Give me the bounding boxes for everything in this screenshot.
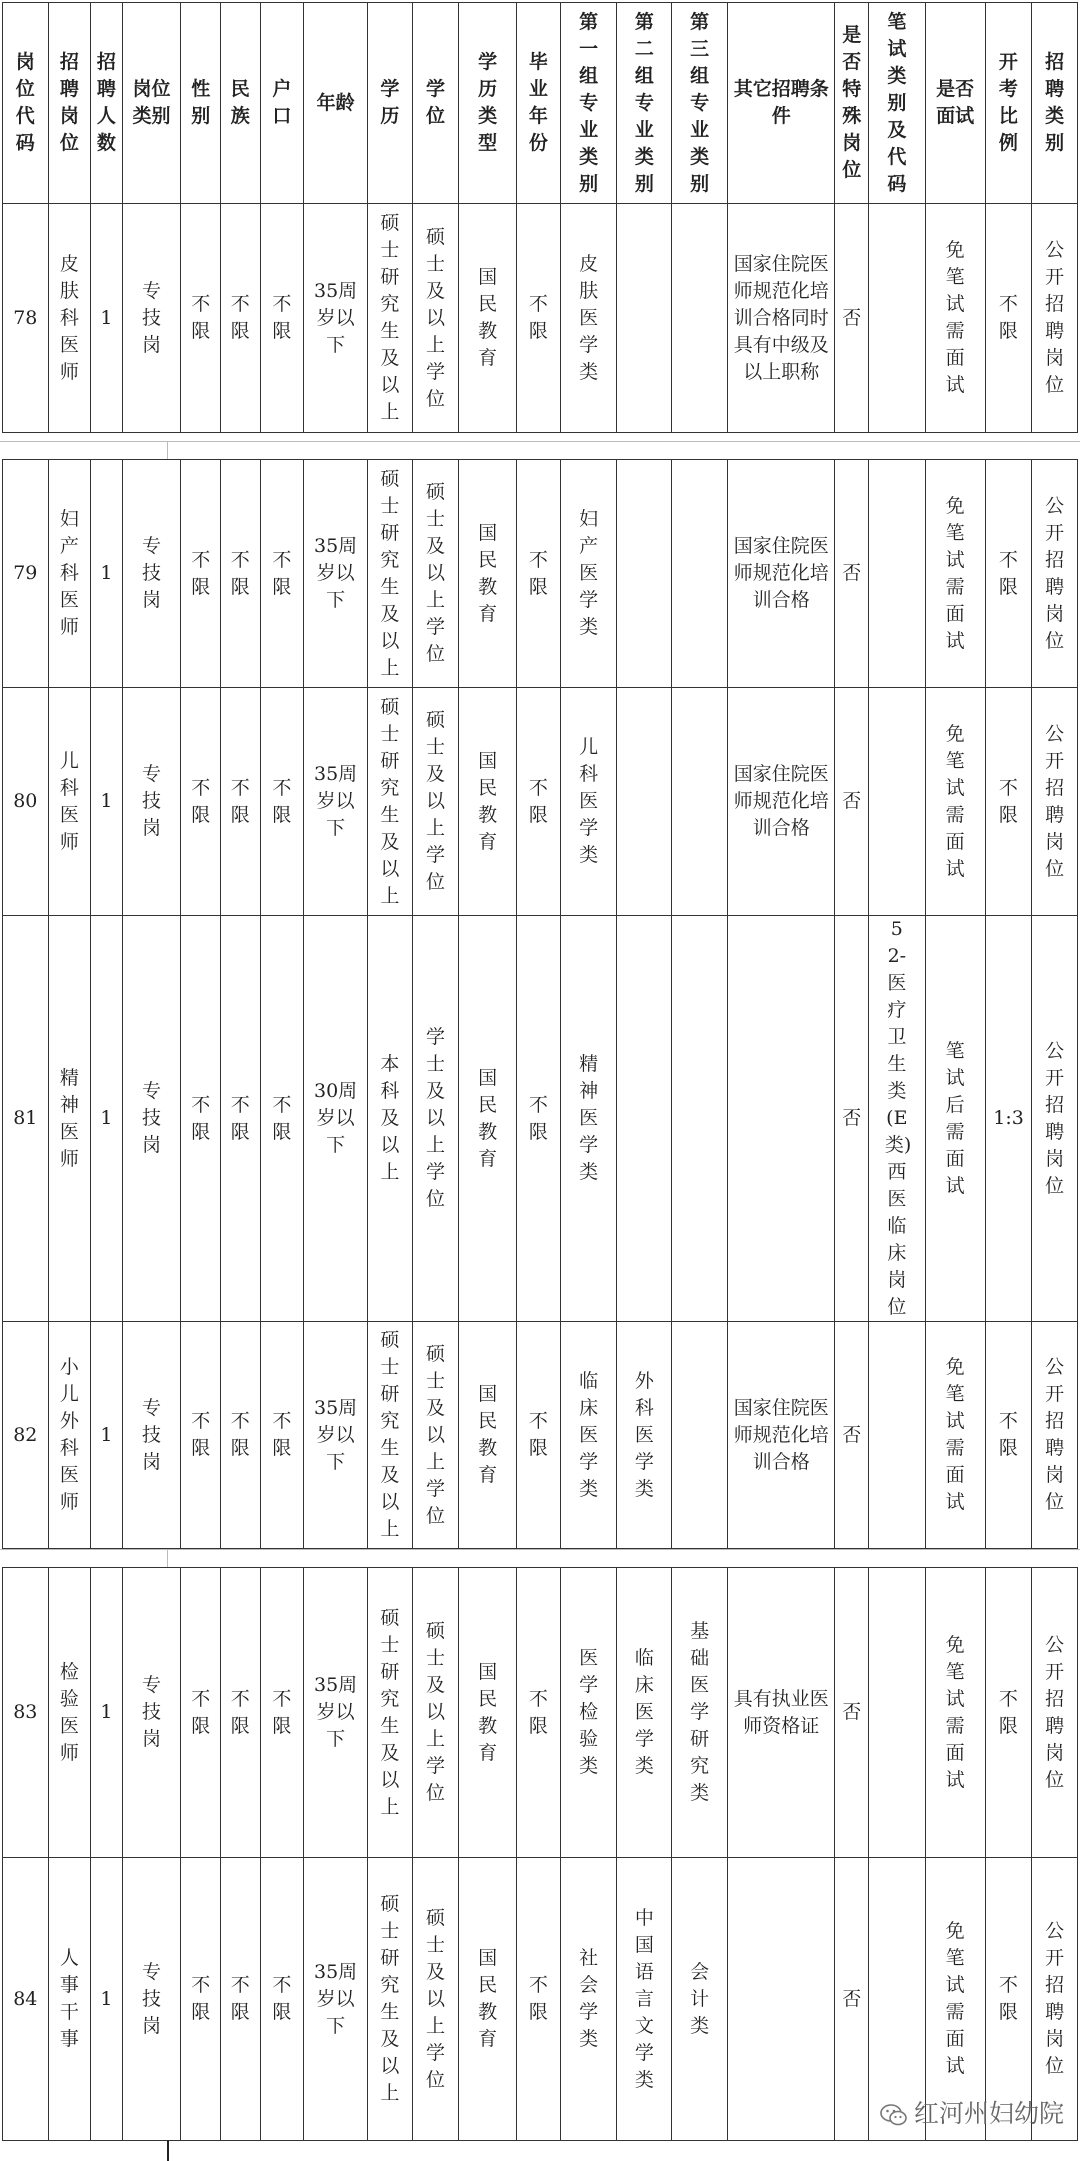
- exam-category: [868, 1322, 925, 1549]
- graduation-year: 不限: [517, 916, 561, 1322]
- header-cell: 开考比例: [985, 3, 1032, 204]
- header-cell: 招聘岗位: [48, 3, 91, 204]
- education-type: 国民教育: [459, 460, 517, 688]
- job-table-page-2: [2, 459, 1078, 1549]
- position-code: 80: [3, 688, 49, 916]
- hire-count: 1: [91, 204, 122, 433]
- major-group-3: 会计类: [672, 1858, 728, 2141]
- education-type: 国民教育: [459, 916, 517, 1322]
- major-group-1: 妇产医学类: [560, 460, 617, 688]
- education-req: 硕士研究生及以上: [368, 1858, 413, 2141]
- education-req: 硕士研究生及以上: [368, 1568, 413, 1858]
- position-code: 79: [3, 460, 49, 688]
- table-tail-line: [167, 2140, 169, 2161]
- gender-req: 不限: [181, 204, 221, 433]
- position-name: 儿科医师: [48, 688, 91, 916]
- education-type: 国民教育: [459, 1858, 517, 2141]
- major-group-1: 儿科医学类: [560, 688, 617, 916]
- hukou-req: 不限: [260, 460, 304, 688]
- major-group-1: 社会学类: [560, 1858, 617, 2141]
- major-group-1: 精神医学类: [560, 916, 617, 1322]
- education-req: 硕士研究生及以上: [368, 688, 413, 916]
- ethnicity-req: 不限: [221, 1568, 261, 1858]
- special-position: 否: [835, 1322, 868, 1549]
- major-group-2: [617, 916, 672, 1322]
- header-cell: 第三组专业类别: [672, 3, 728, 204]
- exam-ratio: 不限: [985, 688, 1032, 916]
- other-conditions: [727, 916, 835, 1322]
- header-row: [3, 3, 1078, 204]
- recruit-category: 公开招聘岗位: [1032, 1322, 1078, 1549]
- table-row: [3, 204, 1078, 433]
- exam-category: [868, 204, 925, 433]
- education-type: 国民教育: [459, 204, 517, 433]
- position-name: 人事干事: [48, 1858, 91, 2141]
- page-break-line: [0, 441, 1080, 442]
- major-group-3: 基础医学研究类: [672, 1568, 728, 1858]
- degree-req: 硕士及以上学位: [412, 1568, 459, 1858]
- exam-ratio: 不限: [985, 1858, 1032, 2141]
- education-req: 硕士研究生及以上: [368, 1322, 413, 1549]
- interview-req: 免笔试需面试: [925, 1568, 985, 1858]
- job-table-page-1: [2, 2, 1078, 433]
- age-req: 30周岁以下: [304, 916, 368, 1322]
- degree-req: 学士及以上学位: [412, 916, 459, 1322]
- wechat-icon: [880, 2103, 908, 2127]
- position-type: 专技岗: [122, 460, 181, 688]
- hukou-req: 不限: [260, 1858, 304, 2141]
- exam-ratio: 1:3: [985, 916, 1032, 1322]
- header-cell: 第一组专业类别: [560, 3, 617, 204]
- recruit-category: 公开招聘岗位: [1032, 1858, 1078, 2141]
- hukou-req: 不限: [260, 688, 304, 916]
- position-code: 82: [3, 1322, 49, 1549]
- header-cell: 是否特殊岗位: [835, 3, 868, 204]
- position-code: 78: [3, 204, 49, 433]
- age-req: 35周岁以下: [304, 688, 368, 916]
- position-name: 小儿外科医师: [48, 1322, 91, 1549]
- gender-req: 不限: [181, 1322, 221, 1549]
- position-type: 专技岗: [122, 204, 181, 433]
- ethnicity-req: 不限: [221, 1858, 261, 2141]
- wechat-watermark: [880, 2094, 1080, 2130]
- exam-category: [868, 688, 925, 916]
- header-cell: 笔试类别及代码: [868, 3, 925, 204]
- hire-count: 1: [91, 460, 122, 688]
- position-type: 专技岗: [122, 1858, 181, 2141]
- position-type: 专技岗: [122, 1322, 181, 1549]
- other-conditions: [727, 1858, 835, 2141]
- header-cell: 学位: [412, 3, 459, 204]
- special-position: 否: [835, 204, 868, 433]
- hukou-req: 不限: [260, 916, 304, 1322]
- degree-req: 硕士及以上学位: [412, 204, 459, 433]
- graduation-year: 不限: [517, 204, 561, 433]
- position-name: 皮肤科医师: [48, 204, 91, 433]
- education-type: 国民教育: [459, 1322, 517, 1549]
- exam-category: [868, 460, 925, 688]
- position-type: 专技岗: [122, 916, 181, 1322]
- major-group-2: [617, 460, 672, 688]
- hire-count: 1: [91, 1568, 122, 1858]
- page-break-line: [0, 1549, 1080, 1550]
- other-conditions: 国家住院医师规范化培训合格: [727, 1322, 835, 1549]
- special-position: 否: [835, 460, 868, 688]
- education-req: 本科及以上: [368, 916, 413, 1322]
- major-group-3: [672, 688, 728, 916]
- exam-ratio: 不限: [985, 1322, 1032, 1549]
- recruit-category: 公开招聘岗位: [1032, 1568, 1078, 1858]
- position-code: 83: [3, 1568, 49, 1858]
- header-cell: 毕业年份: [517, 3, 561, 204]
- exam-ratio: 不限: [985, 460, 1032, 688]
- major-group-2: 临床医学类: [617, 1568, 672, 1858]
- age-req: 35周岁以下: [304, 460, 368, 688]
- special-position: 否: [835, 916, 868, 1322]
- degree-req: 硕士及以上学位: [412, 688, 459, 916]
- header-cell: 其它招聘条件: [727, 3, 835, 204]
- interview-req: 免笔试需面试: [925, 1322, 985, 1549]
- gender-req: 不限: [181, 1858, 221, 2141]
- education-req: 硕士研究生及以上: [368, 204, 413, 433]
- education-type: 国民教育: [459, 688, 517, 916]
- job-table-page-3: [2, 1567, 1078, 2141]
- major-group-1: 临床医学类: [560, 1322, 617, 1549]
- age-req: 35周岁以下: [304, 1858, 368, 2141]
- graduation-year: 不限: [517, 688, 561, 916]
- special-position: 否: [835, 688, 868, 916]
- page-break-stub: [167, 441, 168, 459]
- interview-req: 免笔试需面试: [925, 460, 985, 688]
- gender-req: 不限: [181, 460, 221, 688]
- major-group-3: [672, 1322, 728, 1549]
- position-name: 检验医师: [48, 1568, 91, 1858]
- position-code: 81: [3, 916, 49, 1322]
- exam-category: 52-医疗卫生类(E类)西医临床岗位: [868, 916, 925, 1322]
- interview-req: 笔试后需面试: [925, 916, 985, 1322]
- exam-ratio: 不限: [985, 204, 1032, 433]
- age-req: 35周岁以下: [304, 1568, 368, 1858]
- ethnicity-req: 不限: [221, 460, 261, 688]
- recruit-category: 公开招聘岗位: [1032, 460, 1078, 688]
- major-group-3: [672, 204, 728, 433]
- header-cell: 岗位类别: [122, 3, 181, 204]
- gender-req: 不限: [181, 1568, 221, 1858]
- table-row: [3, 688, 1078, 916]
- hukou-req: 不限: [260, 1568, 304, 1858]
- header-cell: 民族: [221, 3, 261, 204]
- ethnicity-req: 不限: [221, 688, 261, 916]
- header-cell: 学历类型: [459, 3, 517, 204]
- hire-count: 1: [91, 1322, 122, 1549]
- ethnicity-req: 不限: [221, 204, 261, 433]
- recruit-category: 公开招聘岗位: [1032, 204, 1078, 433]
- hukou-req: 不限: [260, 204, 304, 433]
- other-conditions: 国家住院医师规范化培训合格同时具有中级及以上职称: [727, 204, 835, 433]
- header-cell: 性别: [181, 3, 221, 204]
- exam-category: [868, 1568, 925, 1858]
- page-break-stub: [167, 1549, 168, 1567]
- major-group-2: [617, 688, 672, 916]
- ethnicity-req: 不限: [221, 1322, 261, 1549]
- degree-req: 硕士及以上学位: [412, 460, 459, 688]
- table-row: [3, 1322, 1078, 1549]
- interview-req: 免笔试需面试: [925, 688, 985, 916]
- position-name: 精神医师: [48, 916, 91, 1322]
- header-cell: 户口: [260, 3, 304, 204]
- graduation-year: 不限: [517, 460, 561, 688]
- interview-req: 免笔试需面试: [925, 1858, 985, 2141]
- hukou-req: 不限: [260, 1322, 304, 1549]
- major-group-2: 外科医学类: [617, 1322, 672, 1549]
- header-cell: 第二组专业类别: [617, 3, 672, 204]
- position-name: 妇产科医师: [48, 460, 91, 688]
- header-cell: 招聘类别: [1032, 3, 1078, 204]
- education-req: 硕士研究生及以上: [368, 460, 413, 688]
- position-type: 专技岗: [122, 688, 181, 916]
- header-cell: 年龄: [304, 3, 368, 204]
- hire-count: 1: [91, 688, 122, 916]
- position-code: 84: [3, 1858, 49, 2141]
- hire-count: 1: [91, 916, 122, 1322]
- degree-req: 硕士及以上学位: [412, 1322, 459, 1549]
- special-position: 否: [835, 1858, 868, 2141]
- education-type: 国民教育: [459, 1568, 517, 1858]
- gender-req: 不限: [181, 688, 221, 916]
- recruit-category: 公开招聘岗位: [1032, 688, 1078, 916]
- hire-count: 1: [91, 1858, 122, 2141]
- other-conditions: 国家住院医师规范化培训合格: [727, 688, 835, 916]
- major-group-3: [672, 460, 728, 688]
- degree-req: 硕士及以上学位: [412, 1858, 459, 2141]
- major-group-2: [617, 204, 672, 433]
- table-row: [3, 460, 1078, 688]
- exam-ratio: 不限: [985, 1568, 1032, 1858]
- position-type: 专技岗: [122, 1568, 181, 1858]
- other-conditions: 具有执业医师资格证: [727, 1568, 835, 1858]
- special-position: 否: [835, 1568, 868, 1858]
- major-group-2: 中国语言文学类: [617, 1858, 672, 2141]
- header-cell: 岗位代码: [3, 3, 49, 204]
- watermark-text: 红河州妇幼院: [914, 2099, 1065, 2128]
- major-group-3: [672, 916, 728, 1322]
- interview-req: 免笔试需面试: [925, 204, 985, 433]
- graduation-year: 不限: [517, 1858, 561, 2141]
- age-req: 35周岁以下: [304, 204, 368, 433]
- header-cell: 是否面试: [925, 3, 985, 204]
- header-cell: 招聘人数: [91, 3, 122, 204]
- major-group-1: 皮肤医学类: [560, 204, 617, 433]
- graduation-year: 不限: [517, 1322, 561, 1549]
- table-row: [3, 916, 1078, 1322]
- recruit-category: 公开招聘岗位: [1032, 916, 1078, 1322]
- age-req: 35周岁以下: [304, 1322, 368, 1549]
- graduation-year: 不限: [517, 1568, 561, 1858]
- gender-req: 不限: [181, 916, 221, 1322]
- header-cell: 学历: [368, 3, 413, 204]
- major-group-1: 医学检验类: [560, 1568, 617, 1858]
- table-row: [3, 1568, 1078, 1858]
- ethnicity-req: 不限: [221, 916, 261, 1322]
- other-conditions: 国家住院医师规范化培训合格: [727, 460, 835, 688]
